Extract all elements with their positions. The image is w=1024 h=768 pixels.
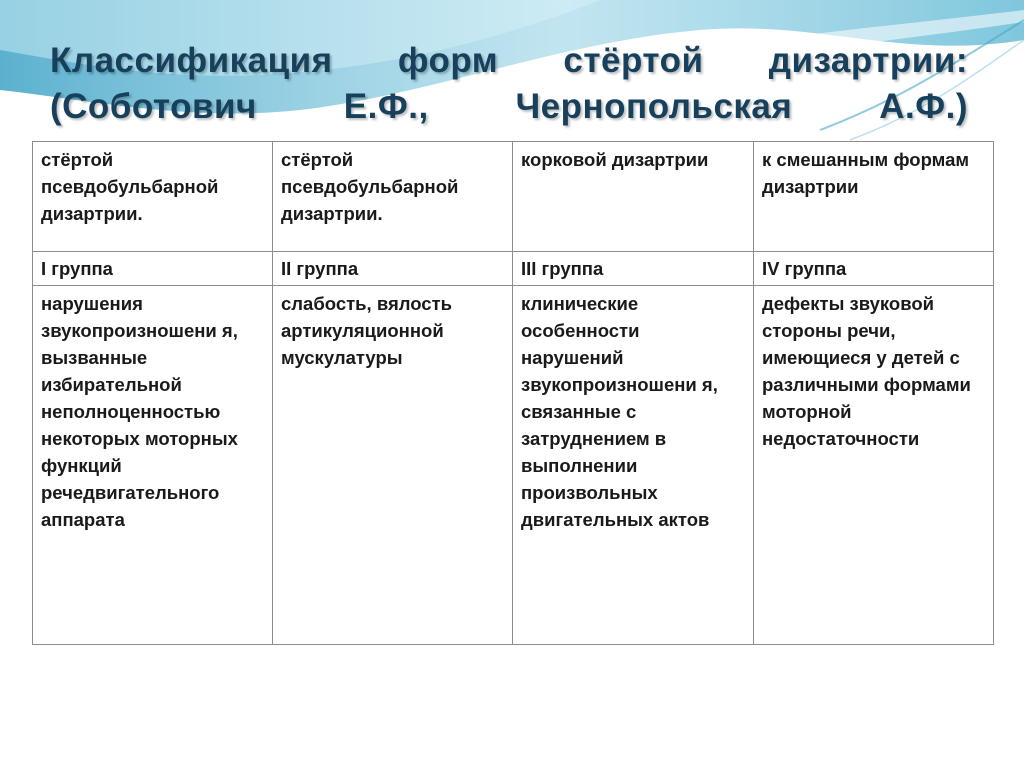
table-row-headings bbox=[33, 142, 994, 252]
table-cell-description: нарушения звукопроизношени я, вызванные избирательной неполноценностью некоторых моторных функций речедвигательного аппарата bbox=[33, 286, 273, 645]
title-line-1: Классификация форм стёртой дизартрии: bbox=[50, 41, 968, 80]
table-cell-group: II группа bbox=[273, 252, 513, 286]
table-cell-heading: стёртой псевдобульбарной дизартрии. bbox=[273, 142, 513, 252]
table-cell-description: слабость, вялость артикуляционной мускулатуры bbox=[273, 286, 513, 645]
table-row-descriptions bbox=[33, 286, 994, 645]
table-cell-group: IV группа bbox=[754, 252, 994, 286]
table-cell-group: III группа bbox=[513, 252, 754, 286]
table-cell-heading: стёртой псевдобульбарной дизартрии. bbox=[33, 142, 273, 252]
table-cell-heading: к смешанным формам дизартрии bbox=[754, 142, 994, 252]
table-row-groups bbox=[33, 252, 994, 286]
table-cell-group: I группа bbox=[33, 252, 273, 286]
table-cell-description: дефекты звуковой стороны речи, имеющиеся у детей с различными формами моторной недостаточности bbox=[754, 286, 994, 645]
classification-table bbox=[32, 141, 994, 645]
table-cell-description: клинические особенности нарушений звукопроизношени я, связанные с затруднением в выполнении произвольных двигательных актов bbox=[513, 286, 754, 645]
slide-title bbox=[50, 38, 968, 130]
table-cell-heading: корковой дизартрии bbox=[513, 142, 754, 252]
title-line-2: (Соботович Е.Ф., Чернопольская А.Ф.) bbox=[50, 87, 968, 126]
